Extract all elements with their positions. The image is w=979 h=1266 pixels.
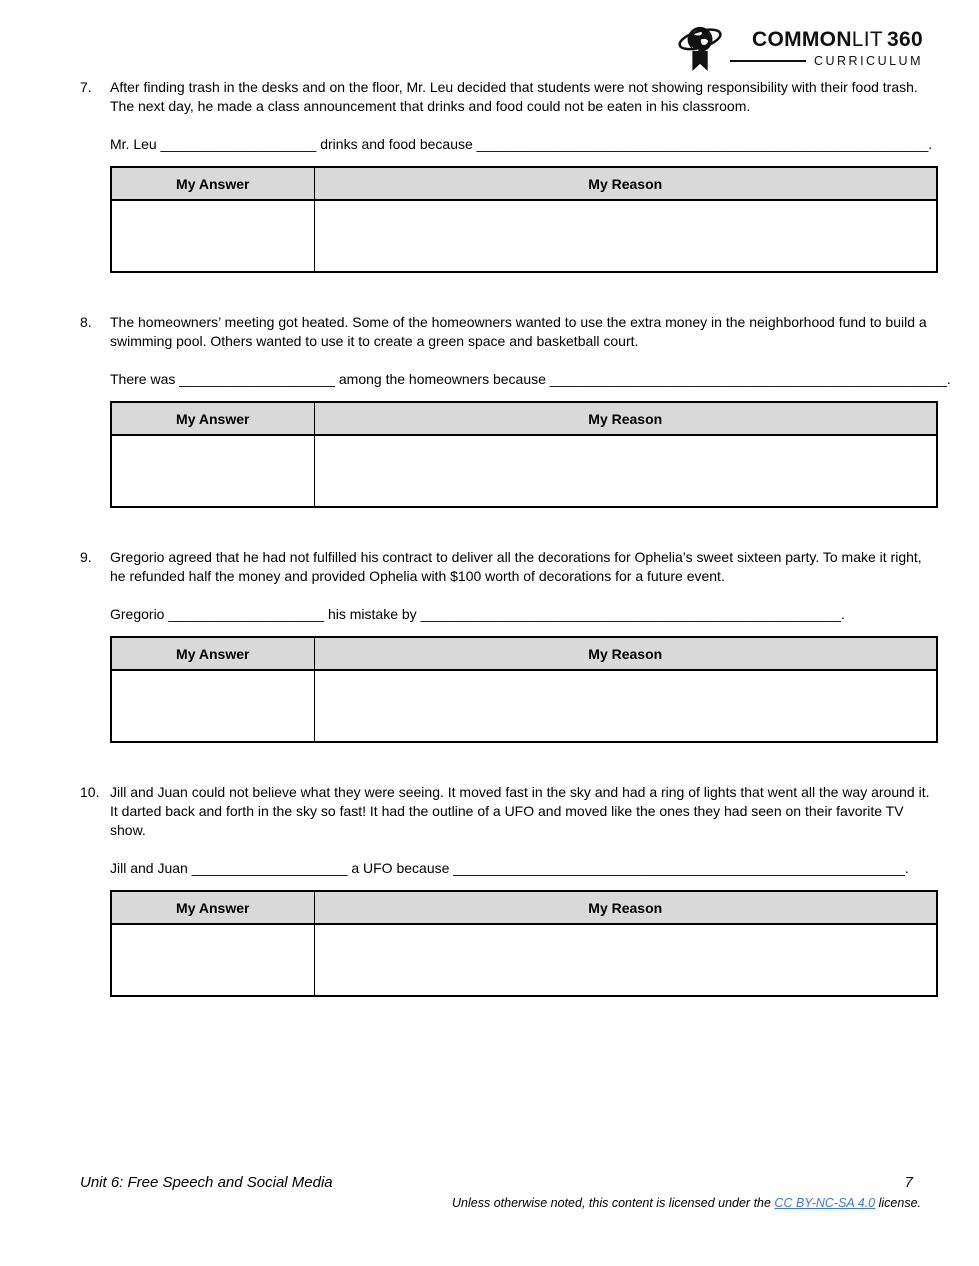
sentence-period: . bbox=[904, 860, 909, 876]
my-reason-cell bbox=[314, 200, 937, 272]
logo-360: 360 bbox=[887, 28, 923, 51]
my-answer-cell bbox=[111, 670, 314, 742]
reason-blank: ______________________________________________________ bbox=[420, 606, 842, 622]
my-reason-cell bbox=[314, 924, 937, 996]
license-prefix: Unless otherwise noted, this content is licensed under the bbox=[452, 1196, 775, 1210]
unit-title: Unit 6: Free Speech and Social Media bbox=[80, 1174, 333, 1191]
commonlit-logo bbox=[678, 22, 923, 74]
reason-blank: ___________________________________________________ bbox=[549, 371, 947, 387]
question-9 bbox=[80, 548, 936, 743]
logo-subtitle-row bbox=[730, 54, 923, 68]
my-reason-cell bbox=[314, 435, 937, 507]
sentence-middle: drinks and food because bbox=[316, 136, 477, 152]
question-10 bbox=[80, 783, 936, 997]
logo-lit: LIT bbox=[851, 28, 884, 51]
my-answer-header: My Answer bbox=[111, 637, 314, 670]
reason-blank: __________________________________________________________ bbox=[476, 136, 929, 152]
question-number: 9. bbox=[80, 549, 92, 565]
question-prompt: The homeowners’ meeting got heated. Some of the homeowners wanted to use the extra money in the neighborhood fund to build a swimming pool. Others wanted to use it to create a green space and basketball court. bbox=[110, 314, 927, 349]
question-8 bbox=[80, 313, 951, 508]
my-reason-header: My Reason bbox=[314, 891, 937, 924]
question-prompt: Gregorio agreed that he had not fulfilled his contract to deliver all the decorations for Ophelia’s sweet sixteen party. To make it right, he refunded half the money and provided Ophelia with $100 worth of decorations for a future event. bbox=[110, 549, 922, 584]
answer-reason-table bbox=[110, 636, 938, 743]
my-reason-cell bbox=[314, 670, 937, 742]
sentence-prefix: Mr. Leu bbox=[110, 136, 161, 152]
footer-unit-row bbox=[80, 1174, 913, 1192]
my-answer-header: My Answer bbox=[111, 891, 314, 924]
worksheet-body bbox=[80, 0, 951, 997]
answer-reason-table bbox=[110, 401, 938, 508]
sentence-prefix: Jill and Juan bbox=[110, 860, 192, 876]
answer-blank: ____________________ bbox=[168, 606, 325, 622]
question-number: 7. bbox=[80, 79, 92, 95]
logo-curriculum: CURRICULUM bbox=[813, 54, 923, 68]
answer-blank: ____________________ bbox=[191, 860, 348, 876]
question-number: 10. bbox=[80, 784, 100, 800]
page-number: 7 bbox=[904, 1174, 913, 1191]
answer-blank: ____________________ bbox=[160, 136, 317, 152]
sentence-prefix: Gregorio bbox=[110, 606, 169, 622]
answer-reason-table bbox=[110, 890, 938, 997]
question-prompt: Jill and Juan could not believe what they were seeing. It moved fast in the sky and had a ring of lights that went all the way around it. It darted back and forth in the sky so fast! It had the outline of a UFO and moved like the ones they had seen on their favorite TV show. bbox=[110, 784, 930, 838]
logo-rule-line bbox=[730, 60, 806, 62]
my-reason-header: My Reason bbox=[314, 637, 937, 670]
logo-common: COMMON bbox=[752, 28, 852, 51]
sentence-prefix: There was bbox=[110, 371, 180, 387]
sentence-frame bbox=[110, 604, 936, 624]
sentence-frame bbox=[110, 858, 936, 878]
reason-blank: __________________________________________________________ bbox=[453, 860, 905, 876]
my-answer-header: My Answer bbox=[111, 167, 314, 200]
question-number: 8. bbox=[80, 314, 92, 330]
sentence-period: . bbox=[946, 371, 951, 387]
sentence-middle: his mistake by bbox=[324, 606, 421, 622]
license-suffix: license. bbox=[875, 1196, 921, 1210]
license-link[interactable]: CC BY-NC-SA 4.0 bbox=[774, 1196, 876, 1210]
sentence-middle: a UFO because bbox=[347, 860, 454, 876]
question-prompt: After finding trash in the desks and on the floor, Mr. Leu decided that students were not showing responsibility with their food trash. The next day, he made a class announcement that drinks and food could not be eaten in his classroom. bbox=[110, 79, 918, 114]
my-answer-header: My Answer bbox=[111, 402, 314, 435]
answer-reason-table bbox=[110, 166, 938, 273]
answer-blank: ____________________ bbox=[179, 371, 335, 387]
sentence-frame bbox=[110, 369, 951, 389]
my-reason-header: My Reason bbox=[314, 167, 937, 200]
sentence-middle: among the homeowners because bbox=[334, 371, 550, 387]
my-reason-header: My Reason bbox=[314, 402, 937, 435]
license-note bbox=[452, 1196, 921, 1211]
sentence-period: . bbox=[928, 136, 933, 152]
my-answer-cell bbox=[111, 924, 314, 996]
logo-wordmark bbox=[730, 28, 923, 68]
my-answer-cell bbox=[111, 200, 314, 272]
question-7 bbox=[80, 78, 936, 273]
my-answer-cell bbox=[111, 435, 314, 507]
sentence-frame bbox=[110, 134, 936, 154]
logo-title bbox=[752, 28, 923, 52]
sentence-period: . bbox=[841, 606, 845, 622]
globe-orbit-ribbon-icon bbox=[678, 22, 724, 74]
